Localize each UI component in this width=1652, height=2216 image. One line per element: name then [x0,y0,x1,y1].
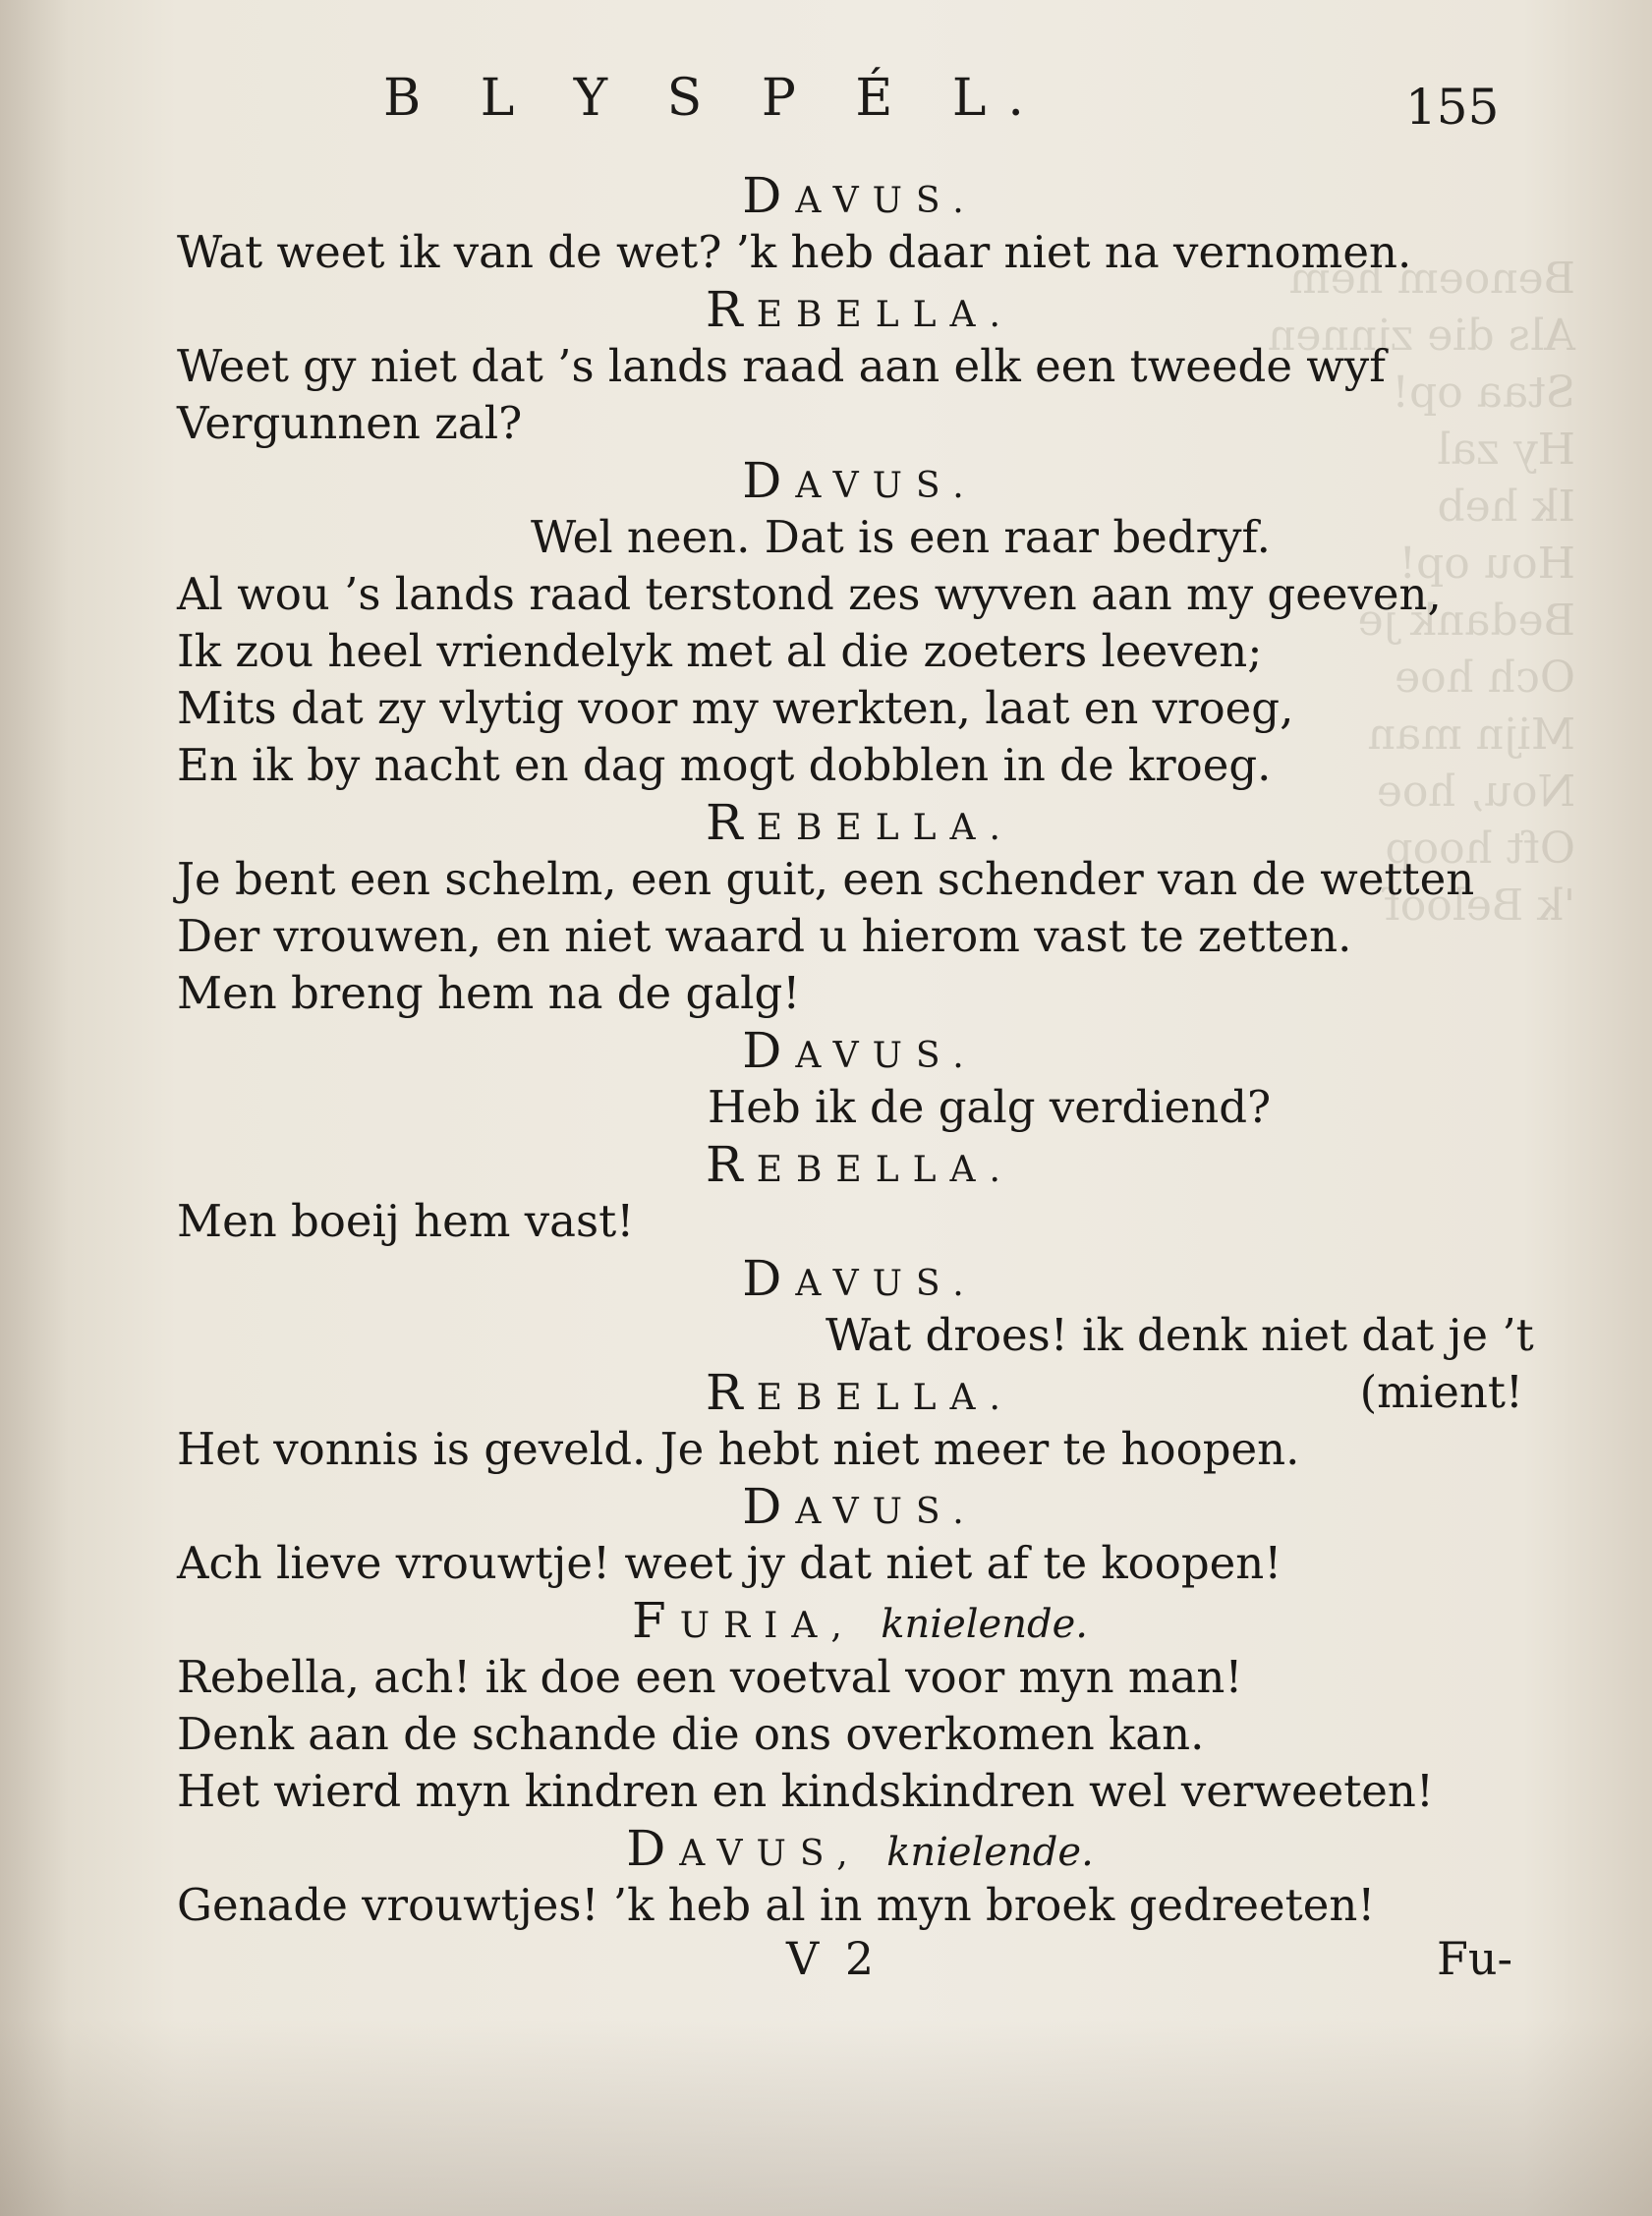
verse-text: Men breng hem na de galg! [177,967,801,1019]
speaker-heading [177,794,1543,851]
signature-mark: V 2 [786,1932,881,1985]
verse-text: Mits dat zy vlytig voor my werkten, laat en vroeg, [177,682,1294,734]
show-through-text: Benoem hem Als die zinnen Staa op! Hy zal Ik heb Hou op! Bedank je Och hoe Mijn man Nou, hoe Oft hoop 'k Beloof [1268,254,1575,931]
speaker-name [742,1250,978,1307]
speaker-name [626,1820,862,1877]
speaker-heading [177,1250,1543,1307]
verse-text: Wat weet ik van de wet? ’k heb daar niet na vernomen. [177,226,1412,278]
catchword: Fu- [1437,1932,1513,1985]
speaker-rest: AVUS. [795,1492,978,1532]
speaker-name [742,167,978,224]
verse-text: En ik by nacht en dag mogt dobblen in de kroeg. [177,739,1272,791]
play-text [177,167,1543,1934]
speaker-rest: AVUS. [795,1264,978,1304]
verse-line [177,1706,1543,1763]
speaker-heading [177,1022,1543,1079]
speaker-initial: D [742,1250,796,1307]
verse-text: Je bent een schelm, een guit, een schender van de wetten [177,853,1475,905]
speaker-rest: URIA, [679,1606,856,1646]
speaker-initial: D [742,452,796,509]
verse-text: Rebella, ach! ik doe een voetval voor myn man! [177,1651,1243,1703]
speaker-initial: R [706,281,757,338]
page-number: 155 [1405,79,1500,136]
speaker-rest: EBELLA. [756,1150,1014,1190]
speaker-initial: D [742,167,796,224]
verse-line [177,1421,1543,1478]
speaker-heading [177,1136,1543,1193]
verse-line [177,737,1543,794]
verse-line [177,680,1543,737]
verse-line [177,224,1543,281]
verse-text: Weet gy niet dat ’s lands raad aan elk een tweede wyf [177,340,1386,392]
verse-line [177,1307,1543,1364]
verse-text: Vergunnen zal? [177,397,523,449]
verse-text: Men boeij hem vast! [177,1195,635,1247]
stage-direction: knielende. [886,1830,1094,1875]
verse-text: Al wou ’s lands raad terstond zes wyven aan my geeven, [177,568,1442,620]
verse-text: Wel neen. Dat is een raar bedryf. [531,511,1271,563]
verse-line [177,965,1543,1022]
verse-text: Ik zou heel vriendelyk met al die zoeters leeven; [177,625,1263,677]
verse-line [177,338,1543,395]
verse-text: Het vonnis is geveld. Je hebt niet meer te hoopen. [177,1423,1300,1475]
verse-text: Het wierd myn kindren en kindskindren wel verweeten! [177,1765,1434,1817]
speaker-initial: D [626,1820,680,1877]
speaker-heading [177,1592,1543,1649]
verse-line [177,566,1543,623]
speaker-rest: AVUS. [795,466,978,506]
speaker-initial: D [742,1022,796,1079]
speaker-initial: D [742,1478,796,1535]
speaker-initial: R [706,794,757,851]
speaker-rest: EBELLA. [756,808,1014,848]
speaker-initial: R [706,1136,757,1193]
verse-text: Heb ik de galg verdiend? [708,1081,1272,1133]
verse-line [177,1535,1543,1592]
speaker-name [706,1136,1014,1193]
verse-text: Wat droes! ik denk niet dat je ’t [826,1309,1534,1361]
verse-line [177,1763,1543,1820]
speaker-name [706,281,1014,338]
speaker-name [742,1022,978,1079]
verse-line [177,623,1543,680]
speaker-initial: R [706,1364,757,1421]
speaker-name [632,1592,856,1649]
speaker-rest: AVUS. [795,181,978,221]
verse-line [177,851,1543,908]
running-head-title: B L Y S P É L. [383,69,1046,128]
speaker-initial: F [632,1592,680,1649]
speaker-heading [177,1478,1543,1535]
verse-line [177,1079,1543,1136]
speaker-heading [177,1820,1543,1877]
verse-line [177,395,1543,452]
verse-line [177,509,1543,566]
speaker-heading [177,281,1543,338]
stage-direction: knielende. [881,1602,1088,1647]
speaker-heading [177,167,1543,224]
speaker-rest: AVUS. [795,1036,978,1076]
speaker-rest: EBELLA. [756,295,1014,335]
speaker-name [742,1478,978,1535]
verse-text: Denk aan de schande die ons overkomen kan. [177,1708,1205,1760]
speaker-rest: AVUS, [679,1834,862,1874]
speaker-rest: EBELLA. [756,1378,1014,1418]
verse-line [177,1877,1543,1934]
speaker-name [706,794,1014,851]
verse-text: Genade vrouwtjes! ’k heb al in myn broek gedreeten! [177,1879,1376,1931]
verse-text: Der vrouwen, en niet waard u hierom vast te zetten. [177,910,1352,962]
carried-over-word: (mient! [1359,1366,1523,1418]
speaker-name [742,452,978,509]
verse-text: Ach lieve vrouwtje! weet jy dat niet af te koopen! [177,1537,1282,1589]
verse-line [177,1649,1543,1706]
verse-line [177,1193,1543,1250]
running-head [0,69,1652,138]
verse-line [177,908,1543,965]
speaker-heading [177,452,1543,509]
speaker-heading [177,1364,1543,1421]
speaker-name [706,1364,1014,1421]
